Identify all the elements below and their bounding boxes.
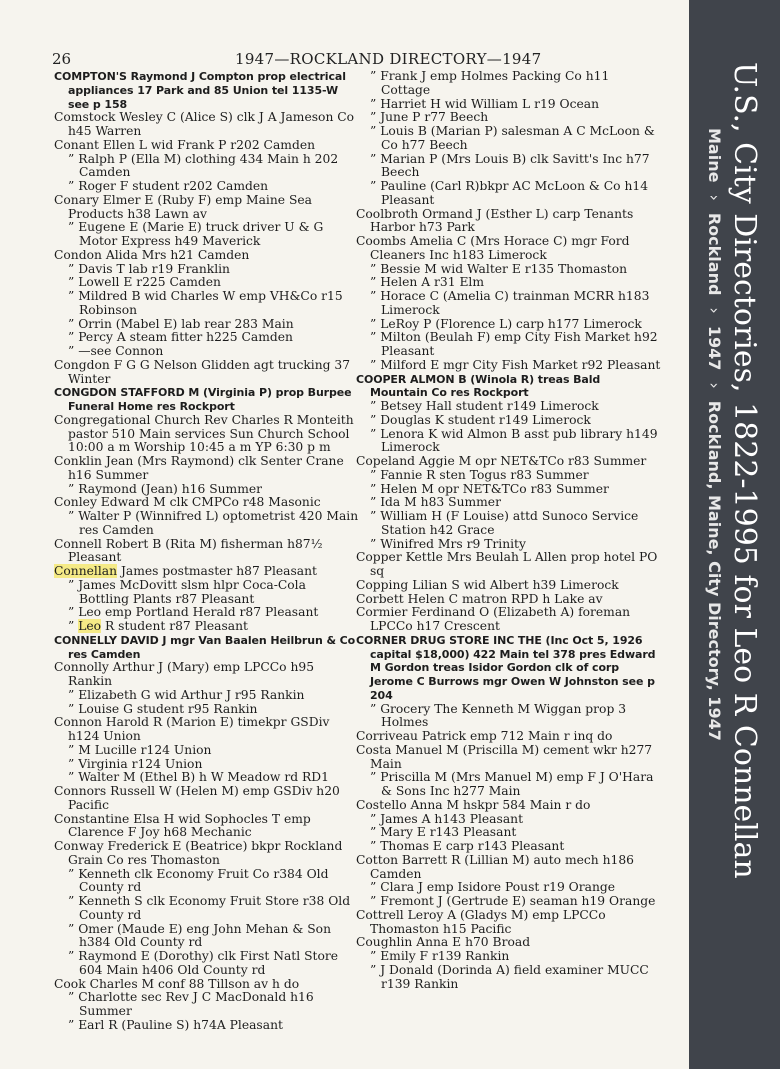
breadcrumb-separator: › xyxy=(705,382,724,389)
directory-entry: ” Percy A steam fitter h225 Camden xyxy=(68,330,293,345)
breadcrumb-item[interactable]: Rockland xyxy=(705,212,724,296)
directory-entry: ” M Lucille r124 Union xyxy=(68,742,212,757)
directory-entry: ” June P r77 Beech xyxy=(370,110,489,125)
breadcrumb-item[interactable]: Rockland, Maine, City Directory, 1947 xyxy=(705,400,724,741)
directory-entry: Conant Ellen L wid Frank P r202 Camden xyxy=(54,137,316,152)
directory-entry: ” Walter M (Ethel B) h W Meadow rd RD1 xyxy=(68,770,329,785)
directory-entry: Congdon F G G Nelson Glidden agt trucking 37 Winter xyxy=(54,357,351,386)
breadcrumb-item[interactable]: Maine xyxy=(705,128,724,183)
highlighted-name: Leo xyxy=(78,619,102,633)
directory-entry: CORNER DRUG STORE INC THE (Inc Oct 5, 1926 capital $18,000) 422 Main tel 378 pres Edward M Gordon treas Isidor Gordon clk of corp Jerome C Burrows mgr Owen W Johnston see p 204 xyxy=(356,633,656,702)
left-column xyxy=(54,70,359,1033)
directory-entry: Comstock Wesley C (Alice S) clk J A Jameson Co h45 Warren xyxy=(54,110,355,138)
directory-entry: ” Eugene E (Marie E) truck driver U & G Motor Express h49 Maverick xyxy=(68,220,324,248)
directory-entry: ” —see Connon xyxy=(68,344,164,358)
record-sidebar xyxy=(689,0,780,1069)
directory-entry: ” Omer (Maude E) eng John Mehan & Son h384 Old County rd xyxy=(68,921,331,950)
directory-entry: ” Lowell E r225 Camden xyxy=(68,275,221,290)
directory-entry: Coolbroth Ormand J (Esther L) carp Tenants Harbor h73 Park xyxy=(356,206,634,235)
directory-entry: ” Pauline (Carl R)bkpr AC McLoon & Co h14 Pleasant xyxy=(370,179,649,207)
directory-entry: ” J Donald (Dorinda A) field examiner MUCC r139 Rankin xyxy=(370,962,649,991)
directory-entry: Cook Charles M conf 88 Tillson av h do xyxy=(54,976,300,991)
directory-entry: Connon Harold R (Marion E) timekpr GSDiv h124 Union xyxy=(54,715,330,743)
directory-entry: ” Leo R student r87 Pleasant xyxy=(68,619,248,633)
directory-entry: Conklin Jean (Mrs Raymond) clk Senter Crane h16 Summer xyxy=(54,454,344,482)
record-title: U.S., City Directories, 1822-1995 for Leo R Connellan xyxy=(727,62,762,879)
directory-entry: ” Louise G student r95 Rankin xyxy=(68,701,258,716)
directory-entry: ” Helen A r31 Elm xyxy=(370,275,485,290)
directory-entry: ” Leo emp Portland Herald r87 Pleasant xyxy=(68,605,319,620)
directory-entry: ” Milton (Beulah F) emp City Fish Market h92 Pleasant xyxy=(370,330,658,358)
directory-entry: ” Thomas E carp r143 Pleasant xyxy=(370,839,565,853)
directory-entry: Connellan James postmaster h87 Pleasant xyxy=(54,564,318,578)
directory-entry: Connell Robert B (Rita M) fisherman h87½ Pleasant xyxy=(54,536,323,565)
directory-entry: Copeland Aggie M opr NET&TCo r83 Summer xyxy=(356,454,647,468)
directory-entry: Condon Alida Mrs h21 Camden xyxy=(54,247,250,262)
directory-entry: Costello Anna M hskpr 584 Main r do xyxy=(356,797,591,812)
highlighted-name: Connellan xyxy=(54,564,118,578)
directory-entry: Cormier Ferdinand O (Elizabeth A) foreman LPCCo h17 Crescent xyxy=(356,605,631,633)
directory-entry: ” Virginia r124 Union xyxy=(68,756,203,771)
directory-entry: Conway Frederick E (Beatrice) bkpr Rockland Grain Co res Thomaston xyxy=(54,839,343,867)
directory-entry: ” Ralph P (Ella M) clothing 434 Main h 202 Camden xyxy=(68,151,339,180)
directory-entry: Congregational Church Rev Charles R Monteith pastor 510 Main services Sun Church School 10:00 a m Worship 10:45 a m YP 6:30 p m xyxy=(54,412,354,455)
directory-entry: ” Winifred Mrs r9 Trinity xyxy=(370,536,526,551)
directory-entry: ” Bessie M wid Walter E r135 Thomaston xyxy=(370,261,628,276)
directory-entry: ” Mildred B wid Charles W emp VH&Co r15 Robinson xyxy=(68,289,343,317)
directory-entry: ” Davis T lab r19 Franklin xyxy=(68,261,230,276)
directory-entry: ” Clara J emp Isidore Poust r19 Orange xyxy=(370,880,616,895)
page-header xyxy=(40,50,650,70)
directory-entry: ” Kenneth clk Economy Fruit Co r384 Old County rd xyxy=(68,866,329,895)
directory-entry: ” Elizabeth G wid Arthur J r95 Rankin xyxy=(68,687,305,702)
directory-entry: CONNELLY DAVID J mgr Van Baalen Heilbrun & Co res Camden xyxy=(54,633,356,661)
directory-entry: ” Horace C (Amelia C) trainman MCRR h183 Limerock xyxy=(370,289,650,317)
directory-entry: ” Grocery The Kenneth M Wiggan prop 3 Holmes xyxy=(370,701,627,730)
directory-entry: Conley Edward M clk CMPCo r48 Masonic xyxy=(54,495,321,510)
directory-entry: COOPER ALMON B (Winola R) treas Bald Mountain Co res Rockport xyxy=(356,372,601,400)
directory-entry: ” Kenneth S clk Economy Fruit Store r38 Old County rd xyxy=(68,894,351,922)
directory-entry: Costa Manuel M (Priscilla M) cement wkr h277 Main xyxy=(356,742,653,771)
directory-entry: ” James A h143 Pleasant xyxy=(370,811,524,826)
directory-entry: Cotton Barrett R (Lillian M) auto mech h186 Camden xyxy=(356,852,634,881)
directory-entry: Connolly Arthur J (Mary) emp LPCCo h95 Rankin xyxy=(54,660,315,688)
directory-entry: CONGDON STAFFORD M (Virginia P) prop Burpee Funeral Home res Rockport xyxy=(54,386,352,413)
directory-entry: Coombs Amelia C (Mrs Horace C) mgr Ford Cleaners Inc h183 Limerock xyxy=(356,234,630,262)
directory-entry: ” Betsey Hall student r149 Limerock xyxy=(370,399,599,413)
directory-entry: Corriveau Patrick emp 712 Main r inq do xyxy=(356,729,613,743)
directory-entry: Coughlin Anna E h70 Broad xyxy=(356,935,531,950)
directory-entry: ” Emily F r139 Rankin xyxy=(370,949,510,963)
directory-entry: Copping Lilian S wid Albert h39 Limerock xyxy=(356,577,619,592)
directory-entry: Copper Kettle Mrs Beulah L Allen prop hotel PO sq xyxy=(356,550,658,578)
breadcrumb-separator: › xyxy=(705,307,724,314)
directory-entry: COMPTON'S Raymond J Compton prop electrical appliances 17 Park and 85 Union tel 1135-W see p 158 xyxy=(54,70,346,111)
directory-entry: ” Raymond (Jean) h16 Summer xyxy=(68,481,263,496)
page-number: 26 xyxy=(52,50,72,68)
right-column xyxy=(356,70,661,991)
directory-entry: ” Harriet H wid William L r19 Ocean xyxy=(370,96,599,111)
directory-entry: ” Fremont J (Gertrude E) seaman h19 Orange xyxy=(370,894,656,908)
directory-entry: ” Lenora K wid Almon B asst pub library h149 Limerock xyxy=(370,426,658,455)
directory-entry: ” Helen M opr NET&TCo r83 Summer xyxy=(370,481,609,496)
directory-entry: ” LeRoy P (Florence L) carp h177 Limerock xyxy=(370,316,642,331)
directory-entry: ” Walter P (Winnifred L) optometrist 420 Main res Camden xyxy=(68,509,359,537)
directory-entry: Corbett Helen C matron RPD h Lake av xyxy=(356,591,603,606)
directory-entry: ” Marian P (Mrs Louis B) clk Savitt's Inc h77 Beech xyxy=(370,151,650,180)
breadcrumb-separator: › xyxy=(705,194,724,201)
directory-entry: ” Priscilla M (Mrs Manuel M) emp F J O'Hara & Sons Inc h277 Main xyxy=(370,770,654,798)
directory-entry: ” Fannie R sten Togus r83 Summer xyxy=(370,467,589,482)
breadcrumb-item[interactable]: 1947 xyxy=(705,325,724,371)
directory-entry: Conary Elmer E (Ruby F) emp Maine Sea Products h38 Lawn av xyxy=(54,192,312,221)
breadcrumb xyxy=(705,128,724,741)
directory-entry: ” Orrin (Mabel E) lab rear 283 Main xyxy=(68,316,294,331)
directory-entry: ” Frank J emp Holmes Packing Co h11 Cottage xyxy=(370,69,610,97)
directory-entry: Constantine Elsa H wid Sophocles T emp Clarence F Joy h68 Mechanic xyxy=(54,811,311,840)
directory-entry: ” William H (F Louise) attd Sunoco Service Station h42 Grace xyxy=(370,509,639,537)
directory-entry: Cottrell Leroy A (Gladys M) emp LPCCo Thomaston h15 Pacific xyxy=(356,907,606,936)
directory-entry: ” Roger F student r202 Camden xyxy=(68,179,269,193)
directory-entry: ” Ida M h83 Summer xyxy=(370,495,501,510)
directory-entry: ” Earl R (Pauline S) h74A Pleasant xyxy=(68,1017,283,1032)
running-head: 1947—ROCKLAND DIRECTORY—1947 xyxy=(235,50,542,68)
directory-entry: ” Louis B (Marian P) salesman A C McLoon & Co h77 Beech xyxy=(370,124,655,152)
directory-entry: ” Charlotte sec Rev J C MacDonald h16 Summer xyxy=(68,990,314,1018)
directory-entry: Connors Russell W (Helen M) emp GSDiv h20 Pacific xyxy=(54,784,340,812)
directory-entry: ” James McDovitt slsm hlpr Coca-Cola Bottling Plants r87 Pleasant xyxy=(68,577,306,606)
directory-entry: ” Mary E r143 Pleasant xyxy=(370,825,517,840)
directory-entry: ” Raymond E (Dorothy) clk First Natl Store 604 Main h406 Old County rd xyxy=(68,949,339,977)
directory-entry: ” Douglas K student r149 Limerock xyxy=(370,412,591,427)
directory-entry: ” Milford E mgr City Fish Market r92 Pleasant xyxy=(370,357,661,372)
